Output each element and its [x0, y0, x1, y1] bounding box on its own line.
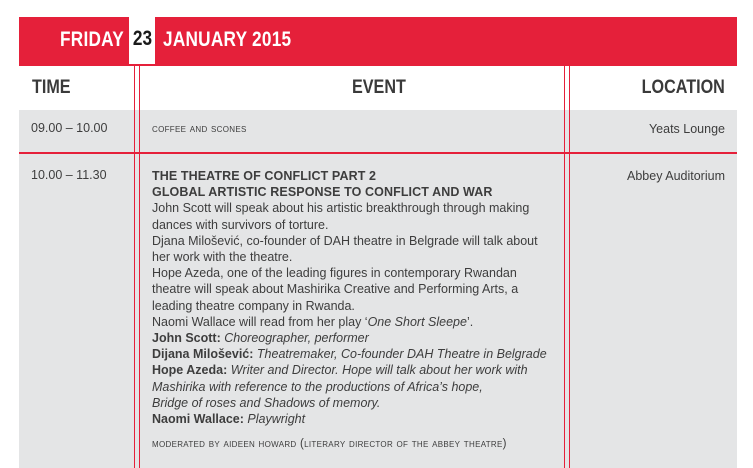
- speaker-name: John Scott:: [152, 331, 221, 346]
- table-row-event: coffee and scones: [152, 123, 247, 135]
- event-description-line: dances with survivors of torture.: [152, 217, 329, 232]
- speaker-role-continued: Mashirika with reference to the productions of Africa’s hope,: [152, 379, 483, 394]
- speaker-role: Writer and Director. Hope will talk about her work with: [230, 363, 528, 378]
- event-subtitle: GLOBAL ARTISTIC RESPONSE TO CONFLICT AND WAR: [152, 185, 493, 200]
- column-separator: [569, 66, 570, 468]
- header-divider: [19, 64, 737, 66]
- column-separator: [564, 66, 565, 468]
- column-header-time: TIME: [32, 77, 71, 98]
- table-row-location: Yeats Lounge: [648, 122, 725, 136]
- speaker-role: Choreographer, performer: [224, 331, 369, 346]
- speaker-line: [152, 330, 552, 346]
- event-description-line: leading theatre company in Rwanda.: [152, 298, 355, 313]
- speaker-line: [152, 411, 552, 427]
- table-row-time: 10.00 – 11.30: [31, 168, 107, 182]
- table-row-time: 09.00 – 10.00: [31, 121, 108, 135]
- event-description-line: John Scott will speak about his artistic breakthrough through making: [152, 201, 530, 216]
- speaker-name: Hope Azeda:: [152, 363, 228, 378]
- column-separator: [134, 66, 135, 468]
- speaker-line: [152, 362, 552, 378]
- table-row-location: Abbey Auditorium: [627, 169, 725, 183]
- event-title: THE THEATRE OF CONFLICT PART 2: [152, 169, 377, 183]
- speaker-line: [152, 346, 552, 362]
- speaker-role-continued: Bridge of roses and Shadows of memory.: [152, 395, 381, 410]
- column-separator: [139, 66, 140, 468]
- event-description-line: [152, 314, 552, 330]
- event-details: [152, 168, 552, 452]
- naomi-reading-suffix: ’.: [466, 314, 474, 329]
- play-title: One Short Sleepe: [367, 314, 467, 329]
- speaker-role: Playwright: [247, 412, 306, 427]
- naomi-reading-prefix: Naomi Wallace will read from her play ‘: [152, 314, 368, 329]
- event-description-line: theatre will speak about Mashirika Creative and Performing Arts, a: [152, 282, 519, 297]
- column-header-location: LOCATION: [641, 77, 725, 98]
- speaker-name: Naomi Wallace:: [152, 412, 244, 427]
- column-header-event: EVENT: [352, 77, 406, 98]
- header-date: 23: [132, 27, 153, 50]
- event-description-line: her work with the theatre.: [152, 250, 293, 265]
- header-month-year: JANUARY 2015: [163, 28, 292, 51]
- event-description-line: Djana Milošević, co-founder of DAH theatre in Belgrade will talk about: [152, 233, 538, 248]
- speaker-role: Theatremaker, Co-founder DAH Theatre in Belgrade: [256, 347, 547, 362]
- event-description-line: Hope Azeda, one of the leading figures in contemporary Rwandan: [152, 266, 517, 281]
- moderator-note: moderated by aideen howard (literary director of the abbey theatre): [152, 438, 507, 451]
- header-day: FRIDAY: [60, 28, 124, 51]
- row-divider: [19, 152, 737, 154]
- speaker-name: Dijana Milošević:: [152, 347, 254, 362]
